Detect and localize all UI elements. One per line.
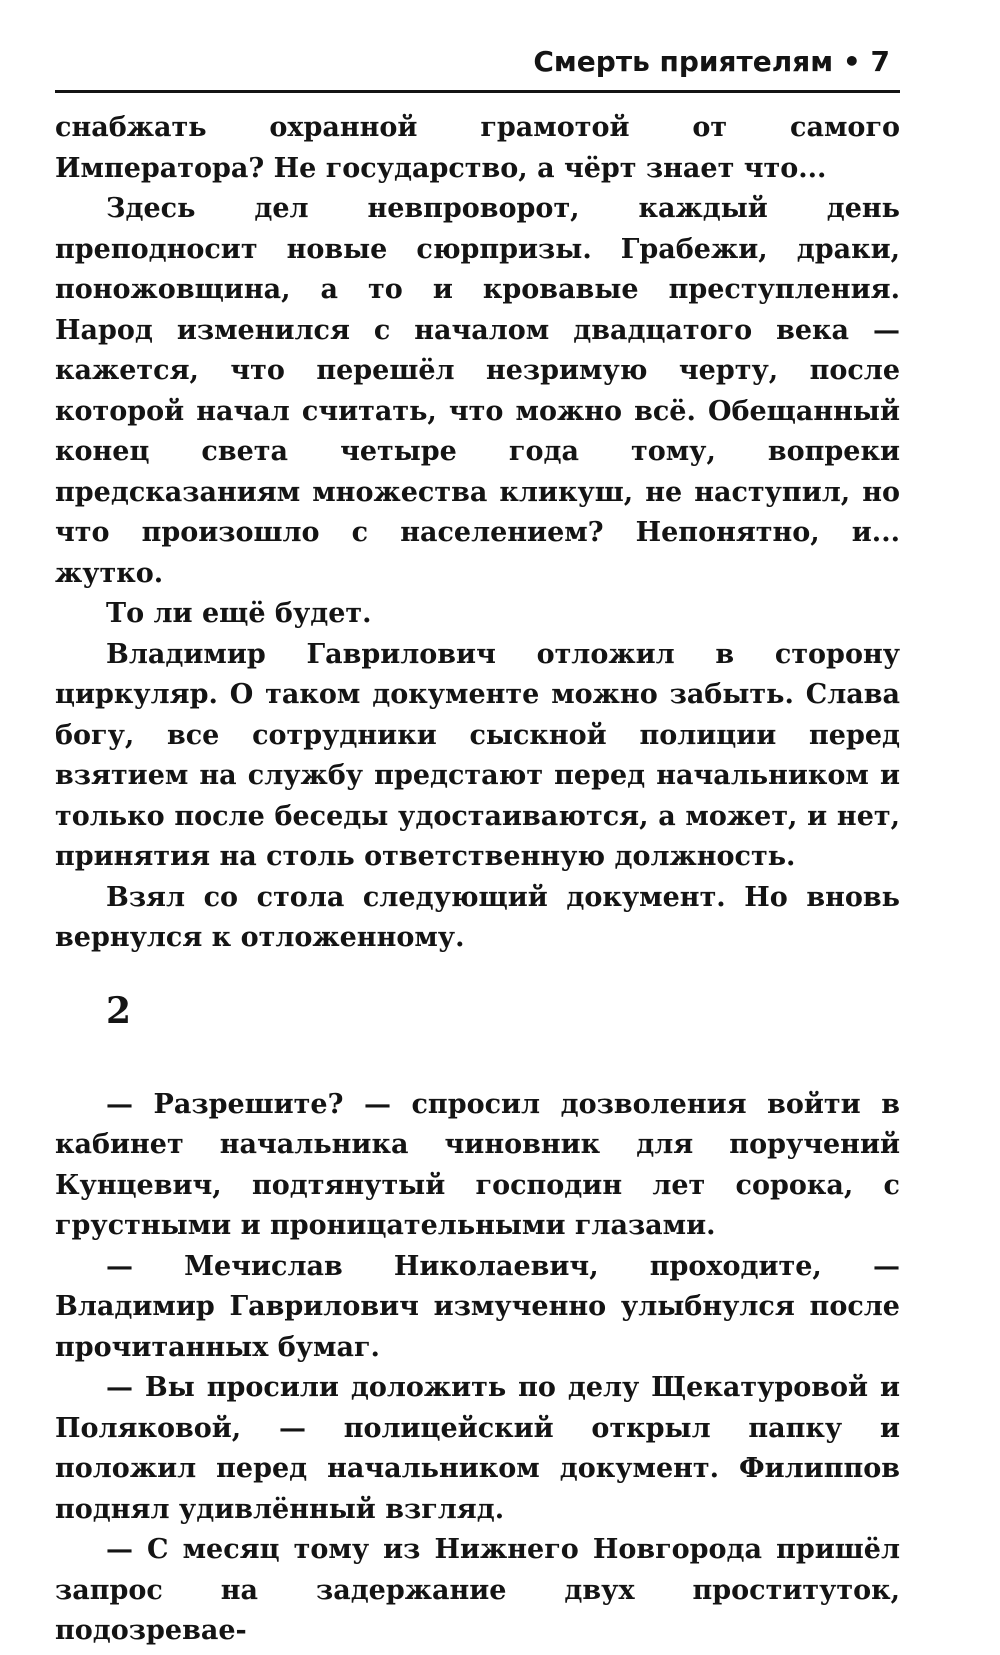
paragraph: снабжать охранной грамотой от самого Императора? Не государство, а чёрт знает что...	[55, 112, 900, 184]
paragraph: Взял со стола следующий документ. Но вновь вернулся к отложенному.	[55, 881, 900, 953]
running-header-text	[533, 44, 890, 80]
paragraph: — Разрешите? — спросил дозволения войти в кабинет начальника чиновник для поручений Кунцевич, подтянутый господин лет сорока, с грустными и проницательными глазами.	[55, 1088, 900, 1241]
paragraph: Здесь дел невпроворот, каждый день преподносит новые сюрпризы. Грабежи, драки, поножовщина, а то и кровавые преступления. Народ изменился с началом двадцатого века — кажется, что перешёл незримую черту, после которой начал считать, что можно всё. Обещанный конец света четыре года тому, вопреки предсказаниям множества кликуш, не наступил, но что произошло с населением? Непонятно, и... жутко.	[55, 193, 900, 589]
running-header	[55, 40, 900, 93]
chapter-number: 2	[106, 989, 132, 1032]
page-number: 7	[870, 45, 890, 78]
page-body	[55, 108, 900, 1652]
header-separator: •	[842, 45, 861, 78]
paragraph: То ли ещё будет.	[106, 598, 372, 629]
paragraph: Владимир Гаврилович отложил в сторону циркуляр. О таком документе можно забыть. Слава богу, все сотрудники сыскной полиции перед взятием на службу предстают перед начальником и только после беседы удостаиваются, а может, и нет, принятия на столь ответственную должность.	[55, 638, 900, 872]
paragraph: — С месяц тому из Нижнего Новгорода пришёл запрос на задержание двух проституток, подозревае-	[55, 1534, 900, 1646]
paragraph: — Вы просили доложить по делу Щекатуровой и Поляковой, — полицейский открыл папку и положил перед начальником документ. Филиппов поднял удивлённый взгляд.	[55, 1372, 900, 1525]
paragraph: — Мечислав Николаевич, проходите, — Владимир Гаврилович измученно улыбнулся после прочитанных бумаг.	[55, 1250, 900, 1363]
running-title: Смерть приятелям	[533, 45, 834, 78]
